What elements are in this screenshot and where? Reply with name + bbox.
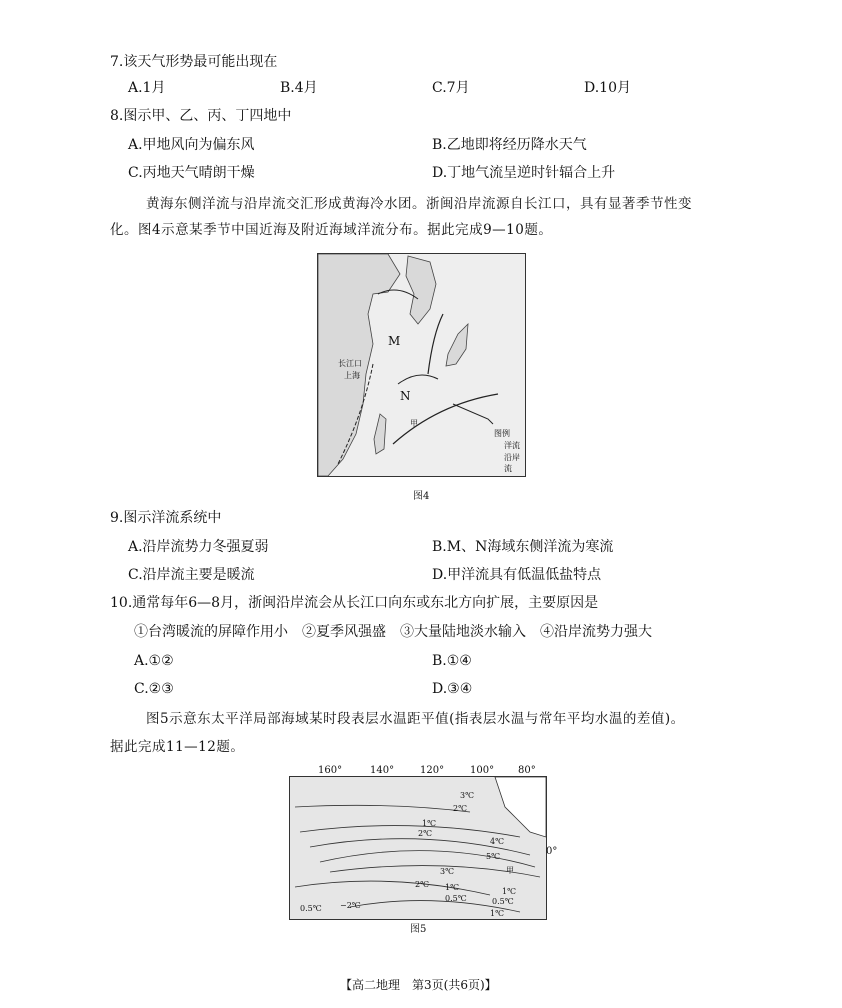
q7-option-b: B.4月 bbox=[280, 80, 318, 96]
q10-option-a: A.①② bbox=[134, 653, 174, 669]
isotherm-label: 1℃ bbox=[502, 887, 517, 896]
figure-5-map bbox=[289, 776, 547, 920]
label-jia: 甲 bbox=[410, 419, 418, 428]
isotherm-label: 2℃ bbox=[415, 880, 430, 889]
q8-option-c: C.丙地天气晴朗干燥 bbox=[128, 165, 255, 181]
label-jia: 甲 bbox=[506, 866, 514, 875]
legend-ocean-current: 洋流 bbox=[504, 441, 520, 450]
q10-option-d: D.③④ bbox=[432, 681, 473, 697]
isotherm-label: 0.5℃ bbox=[300, 904, 322, 913]
passage-2-line-2: 据此完成11—12题。 bbox=[110, 739, 245, 755]
isotherm-label: −2℃ bbox=[340, 901, 361, 910]
q8-option-d: D.丁地气流呈逆时针辐合上升 bbox=[432, 165, 616, 181]
lon-label: 120° bbox=[420, 765, 445, 776]
label-changjiang: 长江口 bbox=[338, 359, 362, 368]
page-footer: 【高二地理 第3页(共6页)】 bbox=[340, 978, 497, 992]
lon-label: 80° bbox=[518, 765, 536, 776]
q10-option-c: C.②③ bbox=[134, 681, 174, 697]
q9-option-a: A.沿岸流势力冬强夏弱 bbox=[128, 539, 269, 555]
isotherm-label: 3℃ bbox=[440, 867, 455, 876]
q8-stem: 8.图示甲、乙、丙、丁四地中 bbox=[110, 108, 292, 124]
q9-stem: 9.图示洋流系统中 bbox=[110, 510, 222, 526]
lon-label: 140° bbox=[370, 765, 395, 776]
isotherm-label: 1℃ bbox=[422, 819, 437, 828]
isotherm-label: 0.5℃ bbox=[445, 894, 467, 903]
q10-option-b: B.①④ bbox=[432, 653, 472, 669]
isotherm-label: 1℃ bbox=[490, 909, 505, 918]
passage-1-line-2: 化。图4示意某季节中国近海及附近海域洋流分布。据此完成9—10题。 bbox=[110, 222, 553, 238]
isotherm-label: 2℃ bbox=[453, 804, 468, 813]
q7-stem: 7.该天气形势最可能出现在 bbox=[110, 54, 278, 70]
legend-coastal-current: 沿岸流 bbox=[504, 453, 520, 473]
q9-option-d: D.甲洋流具有低温低盐特点 bbox=[432, 567, 602, 583]
q10-items: ①台湾暖流的屏障作用小 ②夏季风强盛 ③大量陆地淡水输入 ④沿岸流势力强大 bbox=[134, 624, 652, 640]
label-shanghai: 上海 bbox=[344, 371, 360, 380]
q9-option-b: B.M、N海域东侧洋流为寒流 bbox=[432, 539, 614, 555]
figure-4-map bbox=[317, 253, 526, 477]
lon-label: 100° bbox=[470, 765, 495, 776]
q7-option-a: A.1月 bbox=[128, 80, 166, 96]
q10-stem: 10.通常每年6—8月，浙闽沿岸流会从长江口向东或东北方向扩展，主要原因是 bbox=[110, 595, 599, 611]
isotherm-label: 3℃ bbox=[460, 791, 475, 800]
q7-option-c: C.7月 bbox=[432, 80, 470, 96]
q8-option-b: B.乙地即将经历降水天气 bbox=[432, 137, 587, 153]
isotherm-label: 2℃ bbox=[418, 829, 433, 838]
q9-option-c: C.沿岸流主要是暖流 bbox=[128, 567, 255, 583]
lon-label: 160° bbox=[318, 765, 343, 776]
label-n: N bbox=[400, 389, 411, 403]
passage-1-line-1: 黄海东侧洋流与沿岸流交汇形成黄海冷水团。浙闽沿岸流源自长江口，具有显著季节性变 bbox=[146, 196, 692, 212]
figure-5-caption: 图5 bbox=[410, 924, 427, 935]
figure-4-caption: 图4 bbox=[413, 491, 430, 502]
passage-2-line-1: 图5示意东太平洋局部海域某时段表层水温距平值(指表层水温与常年平均水温的差值)。 bbox=[146, 711, 685, 727]
isotherm-label: 4℃ bbox=[490, 837, 505, 846]
isotherm-label: 5℃ bbox=[486, 852, 501, 861]
label-m: M bbox=[388, 334, 401, 348]
q7-option-d: D.10月 bbox=[584, 80, 631, 96]
q8-option-a: A.甲地风向为偏东风 bbox=[128, 137, 255, 153]
isotherm-label: 0.5℃ bbox=[492, 897, 514, 906]
legend-title: 图例 bbox=[494, 429, 510, 438]
isotherm-label: 1℃ bbox=[445, 883, 460, 892]
equator-label: 0° bbox=[546, 846, 558, 857]
